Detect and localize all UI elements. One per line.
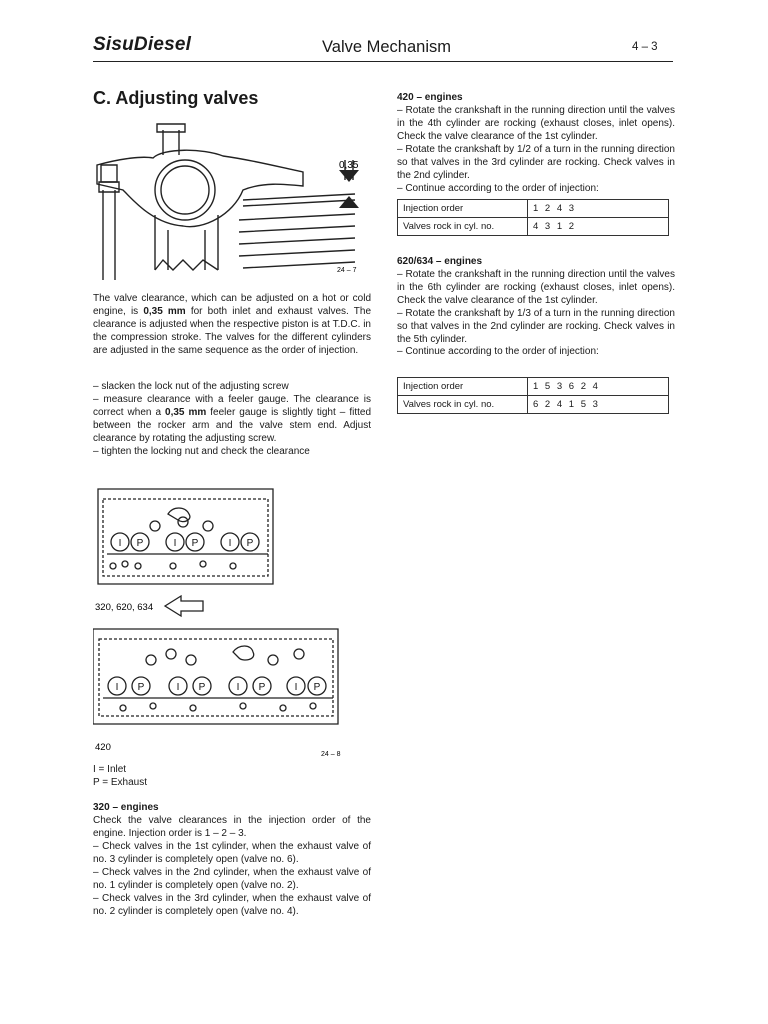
- valve-letter: I: [115, 682, 119, 693]
- valve-letter: I: [294, 682, 298, 693]
- valve-letter: P: [136, 538, 144, 549]
- head-label-420: 420: [95, 742, 111, 753]
- table-cell: 4 3 1 2: [528, 218, 669, 236]
- engines-320-intro: Check the valve clearances in the injection order of the engine. Injection order is 1 – 2 – 3.: [93, 815, 371, 840]
- adjust-step-2: – measure clearance with a feeler gauge. The clearance is correct when a 0,35 mm feeler gauge is slightly tight – fitted between the rocker arm and the valve stem end. Adjust clearance by rotating the adjusting screw.: [93, 394, 372, 445]
- adjust-step-3: – tighten the locking nut and check the clearance: [93, 446, 310, 457]
- table-row: [398, 200, 669, 218]
- table-cell: Injection order: [398, 200, 528, 218]
- engines-620-634-step-1: – Rotate the crankshaft in the running direction until the valves in the 6th cylinder are rocking (exhaust closes, inlet opens). Check the valve clearance of the 1st cylinder.: [397, 269, 675, 307]
- rocker-arm-figure: [93, 120, 373, 280]
- table-cell: Injection order: [398, 378, 528, 396]
- brand-logo: SisuDiesel: [93, 34, 192, 55]
- table-row: [398, 396, 669, 414]
- valve-letter: P: [313, 682, 321, 693]
- engines-420-heading: 420 – engines: [397, 92, 463, 103]
- engines-320-heading: 320 – engines: [93, 802, 159, 813]
- engines-420-step-2: – Rotate the crankshaft by 1/2 of a turn in the running direction so that valves in the 3rd cylinder are rocking. Check valves in the 2nd cylinder.: [397, 144, 675, 182]
- valve-letter: I: [236, 682, 240, 693]
- head-label-320-620-634: 320, 620, 634: [95, 602, 154, 613]
- table-cell: 6 2 4 1 5 3: [528, 396, 669, 414]
- table-row: [398, 378, 669, 396]
- engines-320-step-2: – Check valves in the 2nd cylinder, when the exhaust valve of no. 1 cylinder is completely open (valve no. 2).: [93, 867, 371, 892]
- figure1-id: 24 – 7: [337, 267, 357, 274]
- table-cell: Valves rock in cyl. no.: [398, 396, 528, 414]
- table-cell: 1 5 3 6 2 4: [528, 378, 669, 396]
- valve-letter: P: [258, 682, 266, 693]
- page-number: 4 – 3: [632, 41, 658, 53]
- legend-inlet: I = Inlet: [93, 764, 127, 775]
- section-title: C. Adjusting valves: [93, 88, 259, 108]
- engines-620-634-heading: 620/634 – engines: [397, 256, 483, 267]
- figure2-id: 24 – 8: [321, 751, 341, 758]
- adjust-step-1: – slacken the lock nut of the adjusting screw: [93, 381, 289, 392]
- engines-420-step-1: – Rotate the crankshaft in the running direction until the valves in the 4th cylinder are rocking (exhaust closes, inlet opens). Check the valve clearance of the 1st cylinder.: [397, 105, 675, 143]
- injection-table-420: [397, 199, 669, 236]
- legend-exhaust: P = Exhaust: [93, 777, 148, 788]
- valve-letter: I: [118, 538, 122, 549]
- cylinder-head-figure: [93, 484, 343, 759]
- valve-letter: I: [173, 538, 177, 549]
- valve-letter: P: [198, 682, 206, 693]
- gap-label: 0,35: [339, 160, 359, 171]
- engines-620-634-step-3: – Continue according to the order of injection:: [397, 346, 599, 357]
- page-header-title: Valve Mechanism: [322, 38, 451, 56]
- valve-letter: I: [176, 682, 180, 693]
- header-rule: [93, 61, 673, 62]
- engines-320-step-1: – Check valves in the 1st cylinder, when the exhaust valve of no. 3 cylinder is completely open (valve no. 6).: [93, 841, 371, 866]
- table-cell: 1 2 4 3: [528, 200, 669, 218]
- table-row: [398, 218, 669, 236]
- valve-letter: P: [246, 538, 254, 549]
- injection-table-620-634: [397, 377, 669, 414]
- valve-letter: P: [137, 682, 145, 693]
- intro-paragraph: The valve clearance, which can be adjusted on a hot or cold engine, is 0,35 mm for both inlet and exhaust valves. The clearance is adjusted when the respective piston is at T.D.C. in the compression stroke. The valves for the different cylinders are adjusted in the same sequence as the order of injection.: [93, 293, 372, 357]
- engines-320-step-3: – Check valves in the 3rd cylinder, when the exhaust valve of no. 2 cylinder is completely open (valve no. 4).: [93, 893, 371, 918]
- table-cell: Valves rock in cyl. no.: [398, 218, 528, 236]
- engines-420-step-3: – Continue according to the order of injection:: [397, 183, 599, 194]
- valve-letter: P: [191, 538, 199, 549]
- engines-620-634-step-2: – Rotate the crankshaft by 1/3 of a turn in the running direction so that valves in the 2nd cylinder are rocking. Check valves in the 5th cylinder.: [397, 308, 675, 346]
- valve-letter: I: [228, 538, 232, 549]
